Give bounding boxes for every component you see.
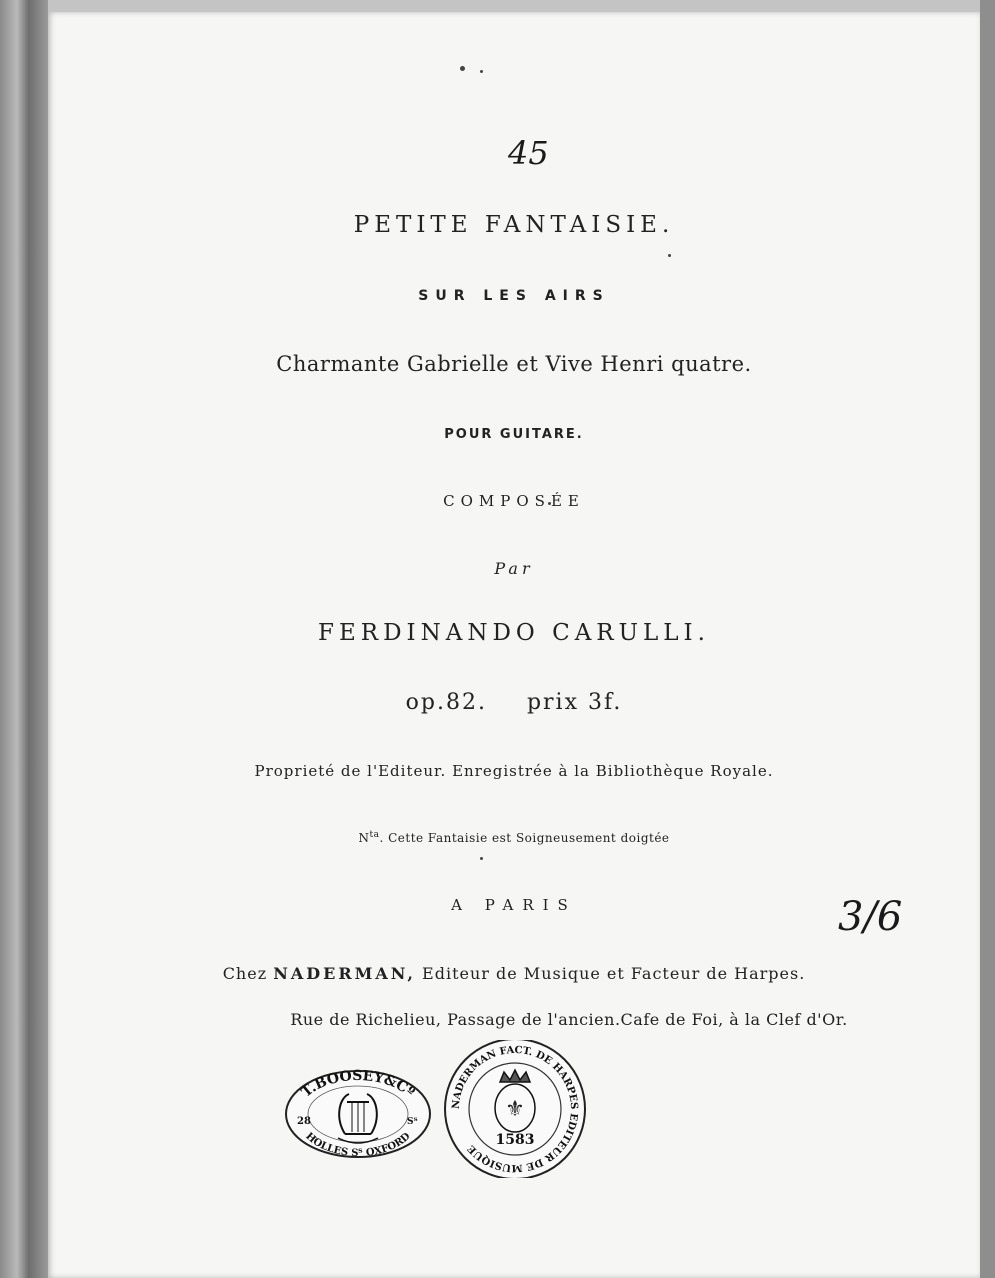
by-line: Par [494, 559, 534, 578]
naderman-number: 1583 [495, 1132, 535, 1148]
publisher-name: NADERMAN, [273, 964, 416, 983]
speck [668, 254, 671, 257]
speck [460, 66, 465, 71]
composed-line: COMPOSÉE [443, 492, 585, 510]
nota-label: N [358, 831, 370, 845]
nota-sup: ta [369, 830, 380, 840]
boosey-bottom-text: HOLLES Sᵀ OXFORD [303, 1130, 413, 1160]
nota-text: . Cette Fantaisie est Soigneusement doigtée [379, 831, 670, 845]
boosey-top-text: T.BOOSEY&Cº [298, 1068, 418, 1101]
price: prix 3f. [526, 690, 623, 715]
shelfmark: 3/6 [838, 894, 903, 940]
airs-line: Charmante Gabrielle et Vive Henri quatre. [276, 352, 752, 376]
handwritten-number: 45 [508, 134, 549, 172]
svg-text:⚜: ⚜ [505, 1097, 525, 1122]
boosey-number-left: 28 [297, 1116, 311, 1127]
opus-number: op.82. [405, 690, 487, 715]
naderman-ring-text: NADERMAN FACT. DE HARPES EDITEUR DE MUSIQUE [450, 1044, 580, 1174]
subtitle: SUR LES AIRS [418, 288, 610, 304]
city-line: A PARIS [451, 896, 577, 914]
publisher-line [48, 964, 980, 983]
book-spine [0, 0, 48, 1278]
publisher-suffix: Editeur de Musique et Facteur de Harpes. [422, 964, 806, 983]
instrument-line: POUR GUITARE. [444, 427, 584, 442]
boosey-stamp [283, 1068, 433, 1160]
opus-price-line [48, 690, 980, 715]
page-edge [980, 0, 995, 1278]
speck [480, 70, 483, 73]
speck [480, 857, 483, 860]
nota-line [48, 830, 980, 845]
publisher-prefix: Chez [222, 964, 268, 983]
rights-line: Proprieté de l'Editeur. Enregistrée à la Bibliothèque Royale. [254, 762, 774, 780]
naderman-stamp [440, 1040, 590, 1178]
work-title: PETITE FANTAISIE. [353, 212, 675, 238]
boosey-number-right: Sᵀ [407, 1117, 418, 1127]
address-line: Rue de Richelieu, Passage de l'ancien.Cafe de Foi, à la Clef d'Or. [290, 1010, 848, 1029]
composer-name: FERDINANDO CARULLI. [318, 620, 710, 646]
